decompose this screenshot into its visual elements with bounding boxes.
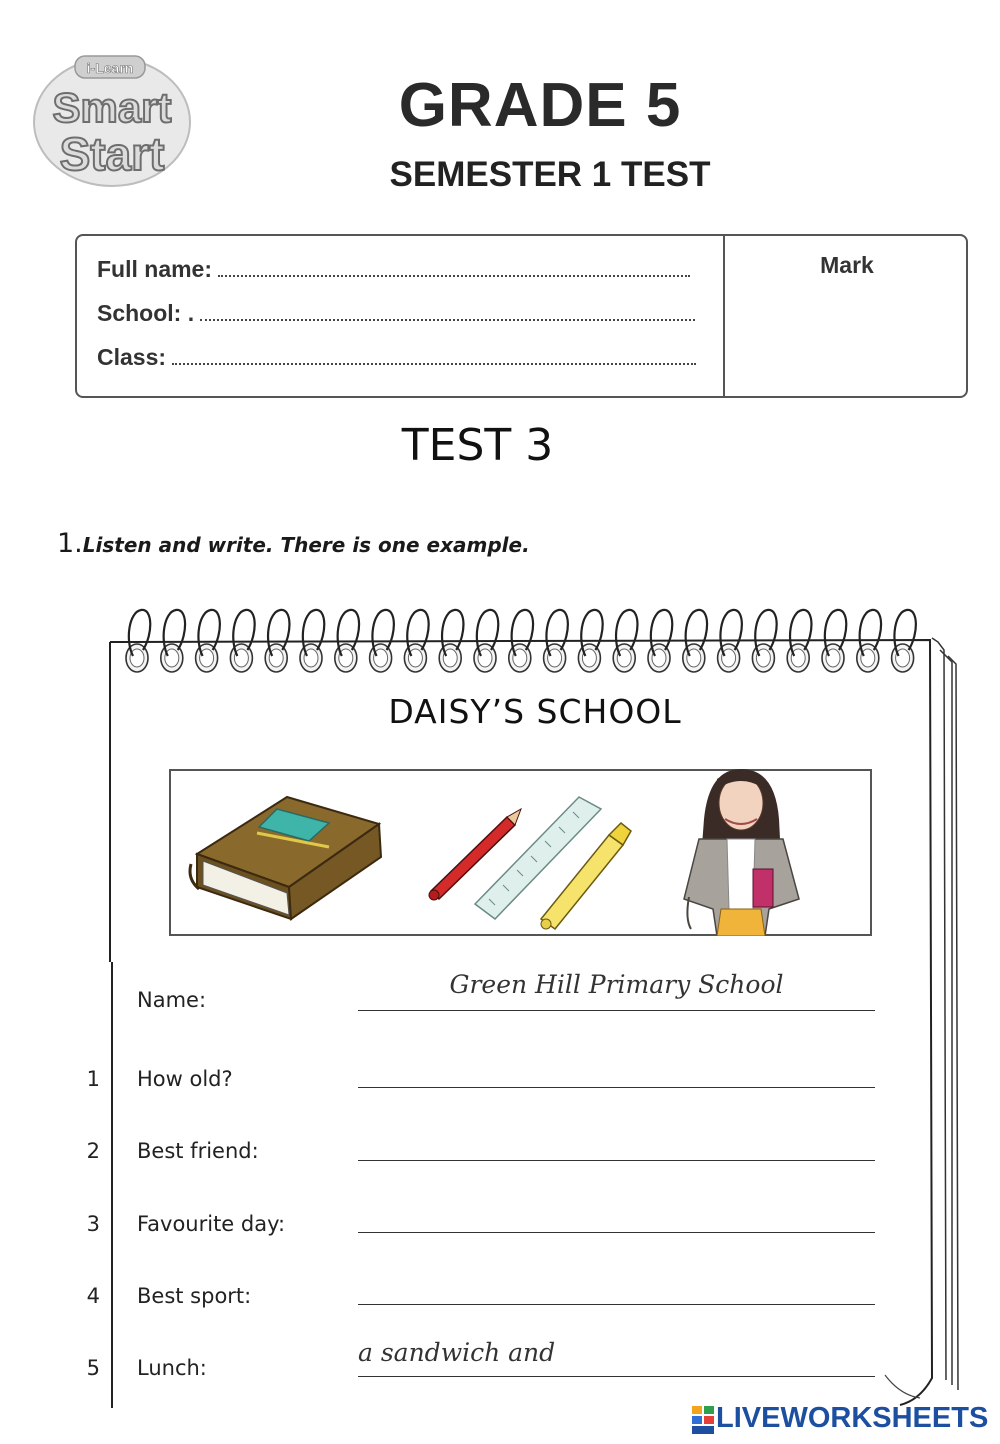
- mark-label: Mark: [820, 252, 874, 278]
- test-title: TEST 3: [401, 420, 554, 471]
- answer-line-best-friend: [358, 1160, 875, 1161]
- row-label-best-sport: Best sport:: [137, 1284, 252, 1308]
- girl-illustration: [684, 769, 799, 936]
- row-number: 2: [86, 1139, 100, 1163]
- answer-lunch[interactable]: a sandwich and: [358, 1338, 556, 1367]
- svg-text:Start: Start: [59, 128, 165, 180]
- row-label-name: Name:: [137, 988, 207, 1012]
- svg-text:Smart: Smart: [52, 84, 172, 131]
- row-label-favourite-day: Favourite day:: [137, 1212, 286, 1236]
- svg-text:i-Learn: i-Learn: [86, 60, 134, 76]
- answer-line-favourite-day: [358, 1232, 875, 1233]
- row-number: 1: [86, 1067, 100, 1091]
- answer-line-name: [358, 1010, 875, 1011]
- liveworksheets-brand[interactable]: LIVEWORKSHEETS: [716, 1402, 989, 1434]
- full-name-label: Full name:: [97, 256, 213, 282]
- grade-title: GRADE 5: [398, 71, 682, 140]
- ruler-icon: [475, 797, 601, 919]
- school-row: [97, 300, 695, 327]
- class-row: [97, 344, 696, 371]
- book-icon: [190, 797, 381, 919]
- school-label: School: .: [97, 300, 195, 326]
- class-label: Class:: [97, 344, 167, 370]
- answer-name[interactable]: Green Hill Primary School: [449, 970, 784, 999]
- row-number: 3: [86, 1212, 100, 1236]
- class-field[interactable]: [172, 359, 696, 365]
- answer-line-lunch: [358, 1376, 875, 1377]
- row-number: 4: [86, 1284, 100, 1308]
- exercise-instruction: [57, 528, 530, 559]
- answer-line-how-old: [358, 1087, 875, 1088]
- semester-title: SEMESTER 1 TEST: [389, 155, 711, 194]
- exercise-number: 1.: [57, 528, 83, 559]
- school-items-picture: [169, 769, 872, 936]
- row-label-best-friend: Best friend:: [137, 1139, 259, 1163]
- liveworksheets-icon: [692, 1406, 714, 1434]
- row-label-how-old: How old?: [137, 1067, 233, 1091]
- row-label-lunch: Lunch:: [137, 1356, 207, 1380]
- row-number: 5: [86, 1356, 100, 1380]
- instruction-text: Listen and write. There is one example.: [82, 533, 530, 557]
- full-name-row: [97, 256, 690, 283]
- school-field[interactable]: [200, 315, 695, 321]
- full-name-field[interactable]: [218, 271, 690, 277]
- notebook-title: DAISY’S SCHOOL: [388, 692, 682, 731]
- answer-line-best-sport: [358, 1304, 875, 1305]
